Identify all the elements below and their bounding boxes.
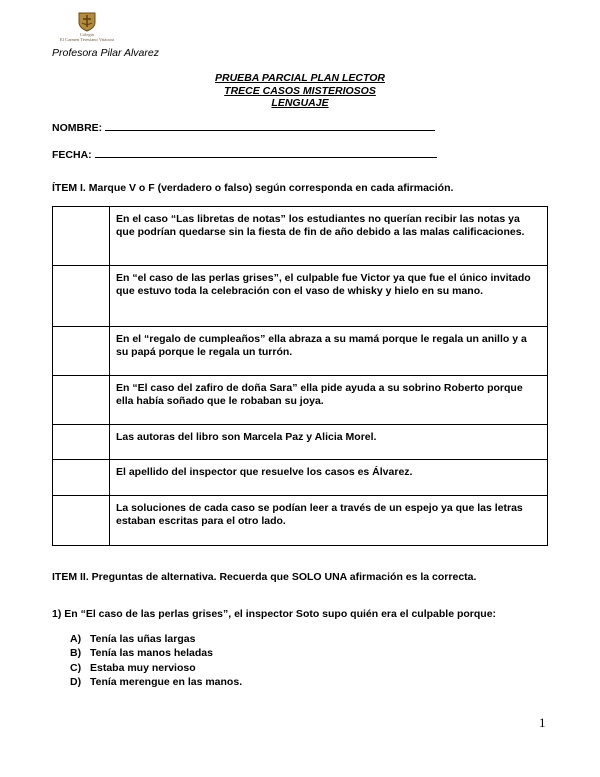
- name-blank-line[interactable]: [105, 120, 435, 131]
- option-key: D): [70, 675, 82, 688]
- answer-box[interactable]: [53, 425, 110, 460]
- table-row: [53, 496, 548, 546]
- statement: En “el caso de las perlas grises”, el culpable fue Victor ya que fue el único invitado que estuvo toda la celebración con el vaso de whisky y hielo en su mano.: [110, 266, 548, 327]
- option-a[interactable]: [70, 632, 242, 646]
- answer-box[interactable]: [53, 460, 110, 496]
- title-line-2: TRECE CASOS MISTERIOSOS: [224, 84, 376, 97]
- option-b[interactable]: [70, 646, 242, 660]
- option-key: C): [70, 661, 82, 674]
- logo-line-2: El Carmen Teresiano Vitacura: [59, 37, 115, 42]
- name-label: NOMBRE:: [52, 122, 103, 134]
- statement: La soluciones de cada caso se podían leer a través de un espejo ya que las letras estaban escritas para el otro lado.: [110, 496, 548, 546]
- question-1: 1) En “El caso de las perlas grises”, el inspector Soto supo quién era el culpable porque:: [52, 608, 497, 620]
- table-row: [53, 327, 548, 376]
- date-field: [52, 147, 437, 161]
- table-row: [53, 460, 548, 496]
- date-blank-line[interactable]: [95, 147, 437, 158]
- title-line-3: LENGUAJE: [271, 97, 329, 109]
- option-key: A): [70, 633, 82, 645]
- table-row: [53, 266, 548, 327]
- option-key: B): [70, 647, 82, 660]
- answer-box[interactable]: [53, 327, 110, 376]
- answer-box[interactable]: [53, 496, 110, 546]
- school-crest-icon: [76, 10, 98, 32]
- statement: Las autoras del libro son Marcela Paz y Alicia Morel.: [110, 425, 548, 460]
- statement: En “El caso del zafiro de doña Sara” ella pide ayuda a su sobrino Roberto porque ella había soñado que le robaban su joya.: [110, 376, 548, 425]
- option-text: Estaba muy nervioso: [90, 661, 196, 674]
- item1-instruction: ÍTEM I. Marque V o F (verdadero o falso) según corresponda en cada afirmación.: [52, 182, 454, 194]
- statement: En el caso “Las libretas de notas” los estudiantes no querían recibir las notas ya que podrían quedarse sin la fiesta de fin de año debido a las malas calificaciones.: [110, 207, 548, 266]
- answer-options: [70, 632, 242, 689]
- statement: En el “regalo de cumpleaños” ella abraza a su mamá porque le regala un anillo y a su papá porque le regala un turrón.: [110, 327, 548, 376]
- answer-box[interactable]: [53, 266, 110, 327]
- table-row: [53, 376, 548, 425]
- date-label: FECHA:: [52, 149, 92, 161]
- option-text: Tenía las uñas largas: [90, 633, 196, 645]
- statement: El apellido del inspector que resuelve los casos es Álvarez.: [110, 460, 548, 496]
- title-line-1: PRUEBA PARCIAL PLAN LECTOR: [215, 72, 385, 84]
- option-c[interactable]: [70, 661, 242, 675]
- document-title: [0, 72, 600, 110]
- logo-line-1: Colegio: [79, 32, 95, 37]
- true-false-table: [52, 206, 548, 546]
- option-text: Tenía las manos heladas: [90, 647, 213, 660]
- school-logo: [59, 10, 115, 42]
- answer-box[interactable]: [53, 207, 110, 266]
- table-row: [53, 425, 548, 460]
- page-number: 1: [539, 715, 546, 730]
- answer-box[interactable]: [53, 376, 110, 425]
- item2-instruction: ITEM II. Preguntas de alternativa. Recuerda que SOLO UNA afirmación es la correcta.: [52, 571, 477, 583]
- name-field: [52, 120, 435, 134]
- table-row: [53, 207, 548, 266]
- option-d[interactable]: [70, 675, 242, 689]
- teacher-name: Profesora Pilar Alvarez: [52, 47, 159, 59]
- option-text: Tenía merengue en las manos.: [90, 675, 243, 688]
